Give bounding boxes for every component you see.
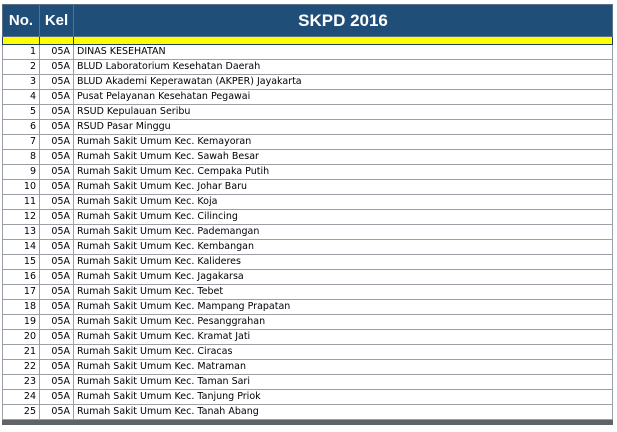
row-number-cell[interactable]: 19: [3, 315, 40, 330]
row-number-cell[interactable]: 1: [3, 45, 40, 60]
kel-cell[interactable]: 05A: [40, 225, 74, 240]
row-number-cell[interactable]: 8: [3, 150, 40, 165]
skpd-name-cell[interactable]: BLUD Akademi Keperawatan (AKPER) Jayakarta: [74, 75, 613, 90]
skpd-name-cell[interactable]: Pusat Pelayanan Kesehatan Pegawai: [74, 90, 613, 105]
yellow-band-row: [3, 37, 613, 45]
row-number-cell[interactable]: 17: [3, 285, 40, 300]
row-number-cell[interactable]: 21: [3, 345, 40, 360]
kel-cell[interactable]: 05A: [40, 195, 74, 210]
row-number-cell[interactable]: 4: [3, 90, 40, 105]
row-number-cell[interactable]: 20: [3, 330, 40, 345]
table-row: [3, 405, 613, 420]
table-title[interactable]: SKPD 2016: [74, 5, 613, 37]
band-cell[interactable]: [3, 37, 40, 45]
table-row: [3, 150, 613, 165]
table-row: [3, 360, 613, 375]
table-row: [3, 180, 613, 195]
kel-cell[interactable]: 05A: [40, 60, 74, 75]
skpd-name-cell[interactable]: Rumah Sakit Umum Kec. Taman Sari: [74, 375, 613, 390]
table-row: [3, 45, 613, 60]
band-cell[interactable]: [40, 37, 74, 45]
kel-cell[interactable]: 05A: [40, 255, 74, 270]
row-number-cell[interactable]: 24: [3, 390, 40, 405]
table-row: [3, 375, 613, 390]
table-row: [3, 300, 613, 315]
table-row: [3, 240, 613, 255]
kel-cell[interactable]: 05A: [40, 345, 74, 360]
table-row: [3, 345, 613, 360]
row-number-cell[interactable]: 12: [3, 210, 40, 225]
skpd-name-cell[interactable]: Rumah Sakit Umum Kec. Pademangan: [74, 225, 613, 240]
table-row: [3, 75, 613, 90]
skpd-name-cell[interactable]: Rumah Sakit Umum Kec. Koja: [74, 195, 613, 210]
kel-column-header[interactable]: Kel: [40, 5, 74, 37]
kel-cell[interactable]: 05A: [40, 240, 74, 255]
skpd-name-cell[interactable]: Rumah Sakit Umum Kec. Matraman: [74, 360, 613, 375]
row-number-cell[interactable]: 9: [3, 165, 40, 180]
no-column-header[interactable]: No.: [3, 5, 40, 37]
kel-cell[interactable]: 05A: [40, 120, 74, 135]
skpd-name-cell[interactable]: Rumah Sakit Umum Kec. Pesanggrahan: [74, 315, 613, 330]
skpd-name-cell[interactable]: Rumah Sakit Umum Kec. Mampang Prapatan: [74, 300, 613, 315]
kel-cell[interactable]: 05A: [40, 180, 74, 195]
kel-cell[interactable]: 05A: [40, 45, 74, 60]
row-number-cell[interactable]: 15: [3, 255, 40, 270]
table-row: [3, 225, 613, 240]
row-number-cell[interactable]: 10: [3, 180, 40, 195]
kel-cell[interactable]: 05A: [40, 105, 74, 120]
row-number-cell[interactable]: 14: [3, 240, 40, 255]
kel-cell[interactable]: 05A: [40, 165, 74, 180]
skpd-name-cell[interactable]: Rumah Sakit Umum Kec. Cempaka Putih: [74, 165, 613, 180]
skpd-name-cell[interactable]: Rumah Sakit Umum Kec. Cilincing: [74, 210, 613, 225]
skpd-name-cell[interactable]: BLUD Laboratorium Kesehatan Daerah: [74, 60, 613, 75]
kel-cell[interactable]: 05A: [40, 270, 74, 285]
kel-cell[interactable]: 05A: [40, 285, 74, 300]
table-row: [3, 165, 613, 180]
kel-cell[interactable]: 05A: [40, 390, 74, 405]
row-number-cell[interactable]: 23: [3, 375, 40, 390]
band-cell[interactable]: [74, 37, 613, 45]
skpd-name-cell[interactable]: Rumah Sakit Umum Kec. Kembangan: [74, 240, 613, 255]
skpd-name-cell[interactable]: RSUD Kepulauan Seribu: [74, 105, 613, 120]
table-row: [3, 285, 613, 300]
kel-cell[interactable]: 05A: [40, 405, 74, 420]
footer-row: [3, 420, 613, 425]
row-number-cell[interactable]: 18: [3, 300, 40, 315]
row-number-cell[interactable]: 5: [3, 105, 40, 120]
row-number-cell[interactable]: 3: [3, 75, 40, 90]
kel-cell[interactable]: 05A: [40, 300, 74, 315]
row-number-cell[interactable]: 16: [3, 270, 40, 285]
table-row: [3, 210, 613, 225]
table-row: [3, 270, 613, 285]
table-row: [3, 315, 613, 330]
skpd-name-cell[interactable]: Rumah Sakit Umum Kec. Ciracas: [74, 345, 613, 360]
kel-cell[interactable]: 05A: [40, 210, 74, 225]
skpd-name-cell[interactable]: Rumah Sakit Umum Kec. Kemayoran: [74, 135, 613, 150]
skpd-name-cell[interactable]: Rumah Sakit Umum Kec. Kalideres: [74, 255, 613, 270]
table-row: [3, 135, 613, 150]
kel-cell[interactable]: 05A: [40, 75, 74, 90]
row-number-cell[interactable]: 6: [3, 120, 40, 135]
table-row: [3, 255, 613, 270]
table-row: [3, 90, 613, 105]
kel-cell[interactable]: 05A: [40, 135, 74, 150]
table-row: [3, 120, 613, 135]
table-row: [3, 195, 613, 210]
skpd-name-cell[interactable]: Rumah Sakit Umum Kec. Tebet: [74, 285, 613, 300]
skpd-table: [2, 4, 613, 425]
skpd-name-cell[interactable]: Rumah Sakit Umum Kec. Tanjung Priok: [74, 390, 613, 405]
skpd-name-cell[interactable]: Rumah Sakit Umum Kec. Johar Baru: [74, 180, 613, 195]
skpd-name-cell[interactable]: Rumah Sakit Umum Kec. Kramat Jati: [74, 330, 613, 345]
skpd-name-cell[interactable]: DINAS KESEHATAN: [74, 45, 613, 60]
row-number-cell[interactable]: 2: [3, 60, 40, 75]
skpd-name-cell[interactable]: Rumah Sakit Umum Kec. Sawah Besar: [74, 150, 613, 165]
header-row: [3, 5, 613, 37]
table-body: [3, 45, 613, 420]
row-number-cell[interactable]: 11: [3, 195, 40, 210]
table-row: [3, 60, 613, 75]
row-number-cell[interactable]: 7: [3, 135, 40, 150]
kel-cell[interactable]: 05A: [40, 375, 74, 390]
row-number-cell[interactable]: 13: [3, 225, 40, 240]
skpd-name-cell[interactable]: RSUD Pasar Minggu: [74, 120, 613, 135]
table-row: [3, 390, 613, 405]
kel-cell[interactable]: 05A: [40, 90, 74, 105]
kel-cell[interactable]: 05A: [40, 360, 74, 375]
table-row: [3, 330, 613, 345]
row-number-cell[interactable]: 25: [3, 405, 40, 420]
skpd-name-cell[interactable]: Rumah Sakit Umum Kec. Jagakarsa: [74, 270, 613, 285]
kel-cell[interactable]: 05A: [40, 315, 74, 330]
kel-cell[interactable]: 05A: [40, 330, 74, 345]
kel-cell[interactable]: 05A: [40, 150, 74, 165]
row-number-cell[interactable]: 22: [3, 360, 40, 375]
table-row: [3, 105, 613, 120]
skpd-name-cell[interactable]: Rumah Sakit Umum Kec. Tanah Abang: [74, 405, 613, 420]
